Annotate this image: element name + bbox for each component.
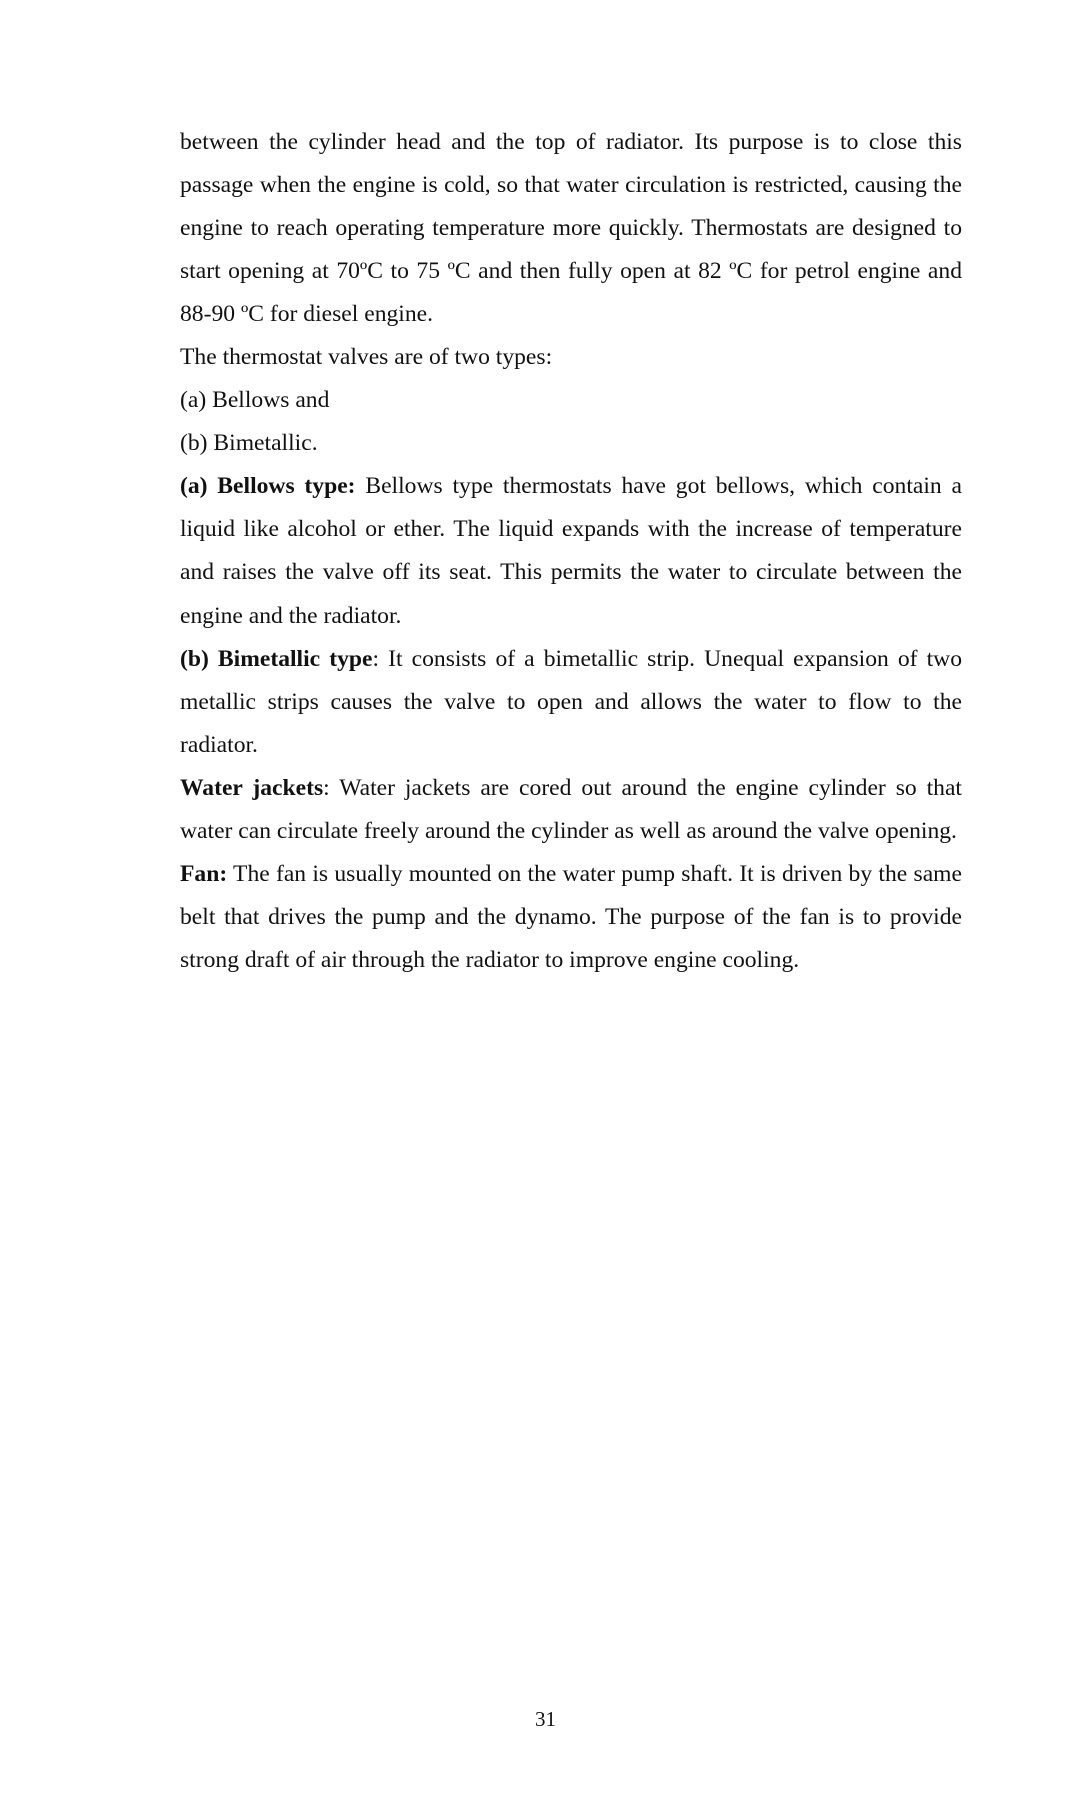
paragraph-fan: [180, 853, 962, 982]
page-number: 31: [535, 1707, 556, 1731]
bimetallic-type-heading: (b) Bimetallic type: [180, 645, 373, 672]
bimetallic-type-text: : It consists of a bimetallic strip. Unequal expansion of two metallic strips causes the valve to open and allows the water to flow to the radiator.: [180, 645, 963, 758]
list-item-bimetallic: (b) Bimetallic.: [180, 430, 318, 457]
list-item-bellows: (a) Bellows and: [180, 387, 330, 414]
paragraph-water-jackets: [180, 767, 962, 853]
paragraph-bimetallic-type: [180, 638, 962, 767]
fan-text: The fan is usually mounted on the water pump shaft. It is driven by the same belt that drives the pump and the dynamo. The purpose of the fan is to provide strong draft of air through the radiator to improve engine cooling.: [180, 860, 962, 973]
water-jackets-text: : Water jackets are cored out around the engine cylinder so that water can circulate freely around the cylinder as well as around the valve opening.: [180, 774, 962, 844]
bellows-type-heading: (a) Bellows type:: [180, 473, 356, 500]
bellows-type-text: Bellows type thermostats have got bellows, which contain a liquid like alcohol or ether. The liquid expands with the increase of temperature and raises the valve off its seat. This permits the water to circulate between the engine and the radiator.: [180, 473, 962, 629]
body-text: [180, 121, 962, 982]
paragraph-bellows-type: [180, 465, 962, 637]
water-jackets-heading: Water jackets: [180, 774, 324, 801]
fan-heading: Fan:: [180, 860, 228, 887]
paragraph-thermostat-types: The thermostat valves are of two types:: [180, 344, 553, 371]
paragraph-thermostat-purpose: between the cylinder head and the top of radiator. Its purpose is to close this passage when the engine is cold, so that water circulation is restricted, causing the engine to reach operating temperature more quickly. Thermostats are designed to start opening at 70ºC to 75 ºC and then fully open at 82 ºC for petrol engine and 88-90 ºC for diesel engine.: [180, 129, 962, 328]
